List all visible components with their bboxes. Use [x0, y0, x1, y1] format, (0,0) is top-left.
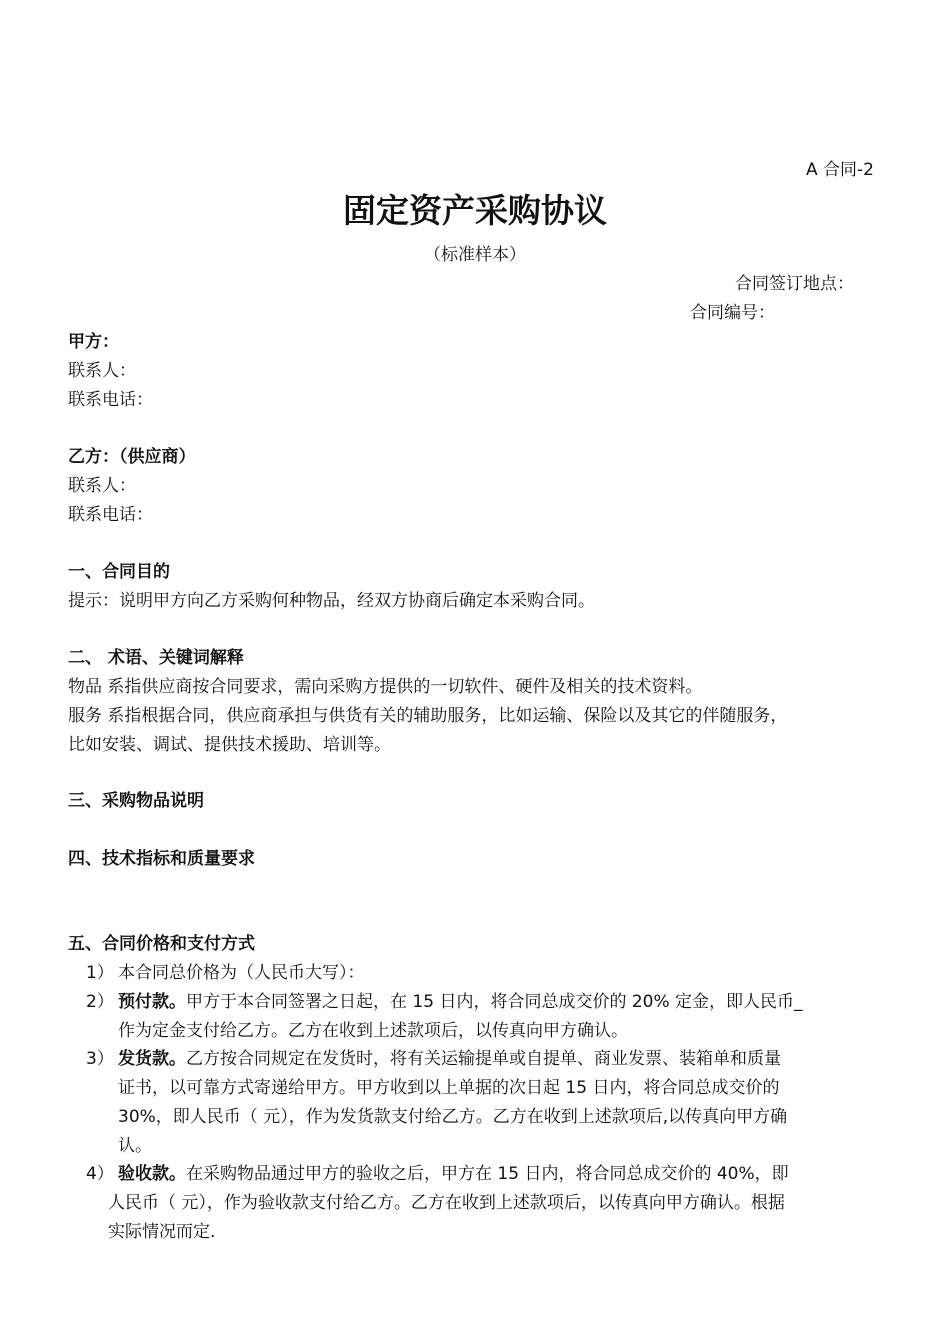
payment-item-3-line-2: 证书，以可靠方式寄递给甲方。甲方收到以上单据的次日起 15 日内，将合同总成交价的	[118, 1078, 780, 1098]
payment-item-4-line-2: 人民币（ 元），作为验收款支付给乙方。乙方在收到上述款项后，以传真向甲方确认。根据	[108, 1193, 785, 1213]
payment-item-3-heading: 发货款。	[118, 1049, 186, 1069]
payment-item-2-line-1	[118, 988, 803, 1016]
section-2-line-3: 比如安装、调试、提供技术援助、培训等。	[68, 735, 391, 755]
payment-item-4-line-3: 实际情况而定.	[108, 1222, 216, 1242]
sign-place-label: 合同签订地点：	[735, 274, 854, 294]
document-title: 固定资产采购协议	[343, 191, 607, 230]
party-a-contact-label: 联系人：	[68, 361, 136, 381]
payment-item-3-number: 3）	[86, 1049, 114, 1069]
payment-item-3-line-1	[118, 1045, 781, 1073]
payment-item-2-number: 2）	[86, 992, 114, 1012]
payment-item-3-line-1-text: 乙方按合同规定在发货时，将有关运输提单或自提单、商业发票、装箱单和质量	[186, 1049, 781, 1069]
payment-item-4-line-1-text: 在采购物品通过甲方的验收之后，甲方在 15 日内，将合同总成交价的 40%，即	[186, 1164, 789, 1184]
payment-item-1-text: 本合同总价格为（人民币大写）：	[118, 963, 365, 983]
party-b-heading: 乙方：（供应商）	[68, 447, 196, 467]
document-subtitle: （标准样本）	[424, 245, 526, 265]
payment-item-4-line-1	[118, 1160, 789, 1188]
party-a-heading: 甲方：	[68, 332, 119, 352]
section-3-title: 三、采购物品说明	[68, 791, 204, 811]
section-5-title: 五、合同价格和支付方式	[68, 934, 255, 954]
payment-item-1-number: 1）	[86, 963, 114, 983]
section-4-title: 四、技术指标和质量要求	[68, 849, 255, 869]
section-1-text: 提示：说明甲方向乙方采购何种物品，经双方协商后确定本采购合同。	[68, 591, 595, 611]
party-a-phone-label: 联系电话：	[68, 390, 153, 410]
party-b-contact-label: 联系人：	[68, 476, 136, 496]
payment-item-2-heading: 预付款。	[118, 992, 186, 1012]
section-2-title: 二、 术语、关键词解释	[68, 648, 244, 668]
section-1-title: 一、合同目的	[68, 562, 170, 582]
payment-item-2-line-1-text: 甲方于本合同签署之日起，在 15 日内，将合同总成交价的 20% 定金，即人民币_	[186, 992, 803, 1012]
payment-item-3-line-3: 30%，即人民币（ 元），作为发货款支付给乙方。乙方在收到上述款项后,以传真向甲方确	[118, 1107, 788, 1127]
payment-item-4-heading: 验收款。	[118, 1164, 186, 1184]
section-2-line-2: 服务 系指根据合同，供应商承担与供货有关的辅助服务，比如运输、保险以及其它的伴随服务，	[68, 706, 788, 726]
document-code: A 合同-2	[806, 160, 874, 180]
payment-item-4-number: 4）	[86, 1164, 114, 1184]
payment-item-2-line-2: 作为定金支付给乙方。乙方在收到上述款项后，以传真向甲方确认。	[118, 1021, 628, 1041]
party-b-phone-label: 联系电话：	[68, 505, 153, 525]
section-2-line-1: 物品 系指供应商按合同要求，需向采购方提供的一切软件、硬件及相关的技术资料。	[68, 677, 703, 697]
payment-item-3-line-4: 认。	[118, 1136, 152, 1156]
contract-number-label: 合同编号：	[690, 303, 775, 323]
